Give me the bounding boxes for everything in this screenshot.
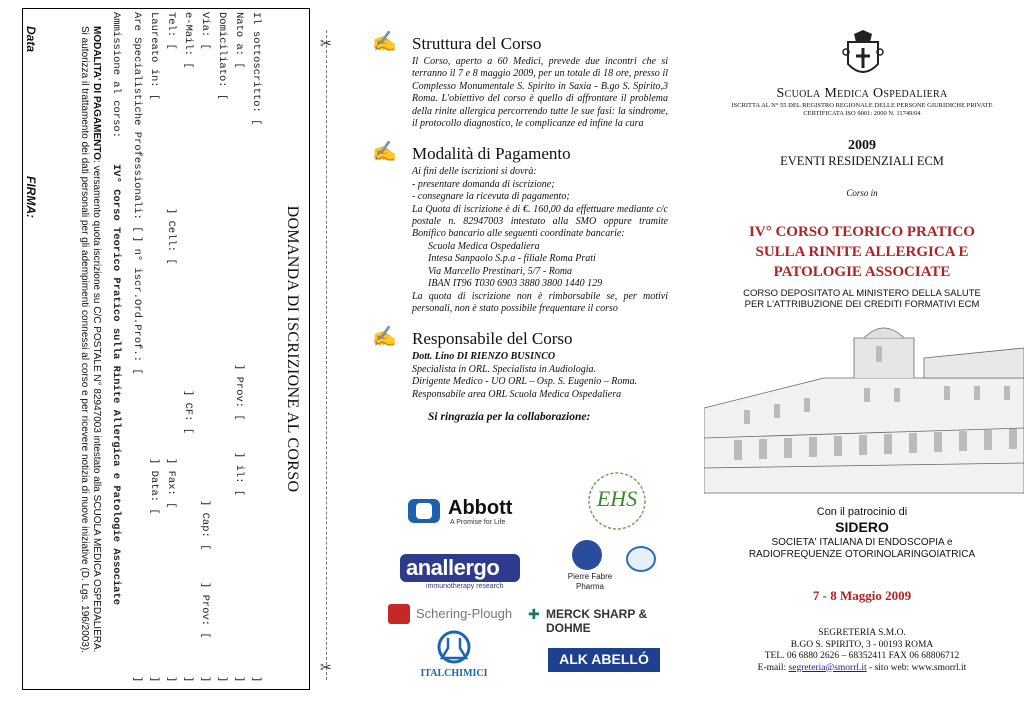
alk-abello-logo: ALK ABELLÓ xyxy=(548,648,660,672)
form-row-street[interactable]: Via: [ ] Cap: [ ] Prov: [ ] xyxy=(199,12,211,683)
registration-form-panel xyxy=(0,0,332,724)
form-row-course: Ammissione al corso: IV° Corso Teorico Pratico sulla Rinite Allergica e Patologie Associate xyxy=(110,12,122,606)
section-title: Modalità di Pagamento xyxy=(412,144,571,164)
merck-icon: ✚ xyxy=(528,606,540,622)
payment-block xyxy=(78,26,102,706)
section-pagamento-head xyxy=(372,142,672,164)
responsabile-text: Dott. Lino DI RIENZO BUSINCO Specialista in ORL. Specialista in Audiologia. Dirigente Medico - UO ORL – Osp. S. Eugenio – Roma. Responsabile area ORL Scuola Medica Ospedaliera xyxy=(412,351,638,400)
school-name: Scuola Medica Ospedaliera xyxy=(776,86,948,101)
privacy-text: Si autorizza il trattamento dei dati personali per gli adempimenti connessi al corso e per ricevere notizia di nuove iniziative (D. Lgs. 196/2003). xyxy=(79,26,90,653)
italchimici-logo: ITALCHIMICI xyxy=(414,630,494,682)
abbott-logo: Abbott A Promise for Life xyxy=(408,497,516,531)
writing-hand-icon: ✍ xyxy=(372,31,397,53)
form-row-degree[interactable]: Laureato in: [ ] Data: [ ] xyxy=(148,12,160,683)
patronage-label: Con il patrocinio di xyxy=(816,506,908,518)
registry-line: ISCRITTA AL N° 55 DEL REGISTRO REGIONALE DELLE PERSONE GIURIDICHE PRIVATE xyxy=(731,102,993,109)
secretariat-block: SEGRETERIA S.M.O. B.GO S. SPIRITO, 3 - 00193 ROMA TEL. 06 6880 2626 – 68352411 FAX 06 68806712 E-mail: segreteria@smorrl.it - sito web: www.smorrl.it xyxy=(757,628,967,673)
section-struttura-head xyxy=(372,32,672,54)
writing-hand-icon: ✍ xyxy=(372,141,397,164)
signature-row[interactable] xyxy=(22,26,38,706)
scissors-icon: ✂ xyxy=(320,37,332,52)
form-row-name[interactable]: Il sottoscritto: [ ] xyxy=(250,12,262,683)
registration-form-rotated xyxy=(0,0,332,724)
info-column xyxy=(372,32,672,423)
deposit-note: CORSO DEPOSITATO AL MINISTERO DELLA SALUTE PER L'ATTRIBUZIONE DEI CREDITI FORMATIVI ECM xyxy=(743,288,981,310)
struttura-text: Il Corso, aperto a 60 Medici, prevede due incontri che si terranno il 7 e 8 maggio 2009, per un totale di 18 ore, presso il Complesso Monumentale S. Spirito in Saxia - B.go S. Spirito,3 Roma. L'obiettivo del corso è quello di affrontare il problema della rinite allergica percorrendo tutte le sue fasi: la sindrome, il protocollo diagnostico, le complicanze ed infine la cura xyxy=(412,56,668,130)
payment-label: MODALITA' DI PAGAMENTO xyxy=(91,26,102,161)
signature-label: FIRMA: xyxy=(24,176,38,218)
writing-hand-icon: ✍ xyxy=(372,326,397,349)
form-row-domicile[interactable]: Domiciliato: [ ] xyxy=(216,12,228,683)
thanks-text: Si ringrazia per la collaborazione: xyxy=(428,410,591,423)
email-link[interactable]: segreteria@smorrl.it xyxy=(788,662,867,673)
course-name: IV° Corso Teorico Pratico sulla Rinite Allergica e Patologie Associate xyxy=(110,164,122,606)
building-illustration xyxy=(704,318,1024,498)
merck-logo: ✚ MERCK SHARP & DOHME xyxy=(528,606,648,635)
form-row-birth[interactable]: Nato a: [ ] Prov: [ ] il: [ ] xyxy=(233,12,245,683)
form-row-email[interactable]: e-Mail: [ ] CF: [ ] xyxy=(182,12,194,683)
course-title: IV° CORSO TEORICO PRATICO SULLA RINITE ALLERGICA E PATOLOGIE ASSOCIATE xyxy=(749,224,975,280)
anallergo-logo: anallergo immunotherapy research xyxy=(400,554,520,594)
form-row-phone[interactable]: Tel: [ ] Cell: [ ] Fax: [ ] xyxy=(165,12,177,683)
scissors-icon: ✂ xyxy=(320,661,332,676)
section-title: Struttura del Corso xyxy=(412,34,542,53)
pagamento-text: Ai fini delle iscrizioni si dovrà: - presentare domanda di iscrizione; - consegnare la ricevuta di pagamento; La Quota di iscrizione è di €. 160,00 da effettuare mediante c/c postale n. 82947003 intestato alla SMO oppure tramite Bonifico bancario alle seguenti coordinate bancarie: Scuola Medica Ospedaliera Intesa Sanpaolo S.p.a - filiale Roma Prati Via Marcello Prestinari, 5/7 - Roma IBAN IT96 T030 6903 3880 3800 1440 129 La quota di iscrizione non è rimborsabile se, per motivi personali, non è stato possibile frequentare il corso xyxy=(412,166,668,314)
sidero-full-name: SOCIETA' ITALIANA DI ENDOSCOPIA e RADIOFREQUENZE OTORINOLARINGOIATRICA xyxy=(748,537,976,560)
section-title: Responsabile del Corso xyxy=(412,329,573,349)
date-label: Data xyxy=(24,26,38,53)
section-responsabile-head xyxy=(372,327,672,349)
medical-society-logo xyxy=(622,546,662,578)
event-dates: 7 - 8 Maggio 2009 xyxy=(812,588,912,603)
events-label: EVENTI RESIDENZIALI ECM xyxy=(780,154,944,168)
iso-line: CERTIFICATA ISO 9001: 2000 N. 11749/04 xyxy=(803,110,921,117)
event-year: 2009 xyxy=(848,138,876,153)
cut-line xyxy=(326,30,327,680)
crest-icon xyxy=(840,30,886,82)
form-title: DOMANDA DI ISCRIZIONE AL CORSO xyxy=(284,205,301,493)
corso-in-label: Corso in xyxy=(846,188,878,198)
payment-text: : versamento quota iscrizione su C/C POSTALE N° 82947003 intestato alla SCUOLA MEDICA OSPEDALIERA. xyxy=(91,160,102,653)
schering-plough-logo: Schering-Plough xyxy=(388,602,528,626)
sidero-name: SIDERO xyxy=(835,519,889,535)
form-row-specialty[interactable]: Are Specialistiche Professionali: [ ] n° iscr.Ord.Prof.: [ ] xyxy=(131,12,143,683)
ehs-logo: EHS xyxy=(586,470,648,532)
pierre-fabre-logo: Pierre Fabre Pharma xyxy=(560,540,620,596)
cover-column xyxy=(700,0,1024,724)
